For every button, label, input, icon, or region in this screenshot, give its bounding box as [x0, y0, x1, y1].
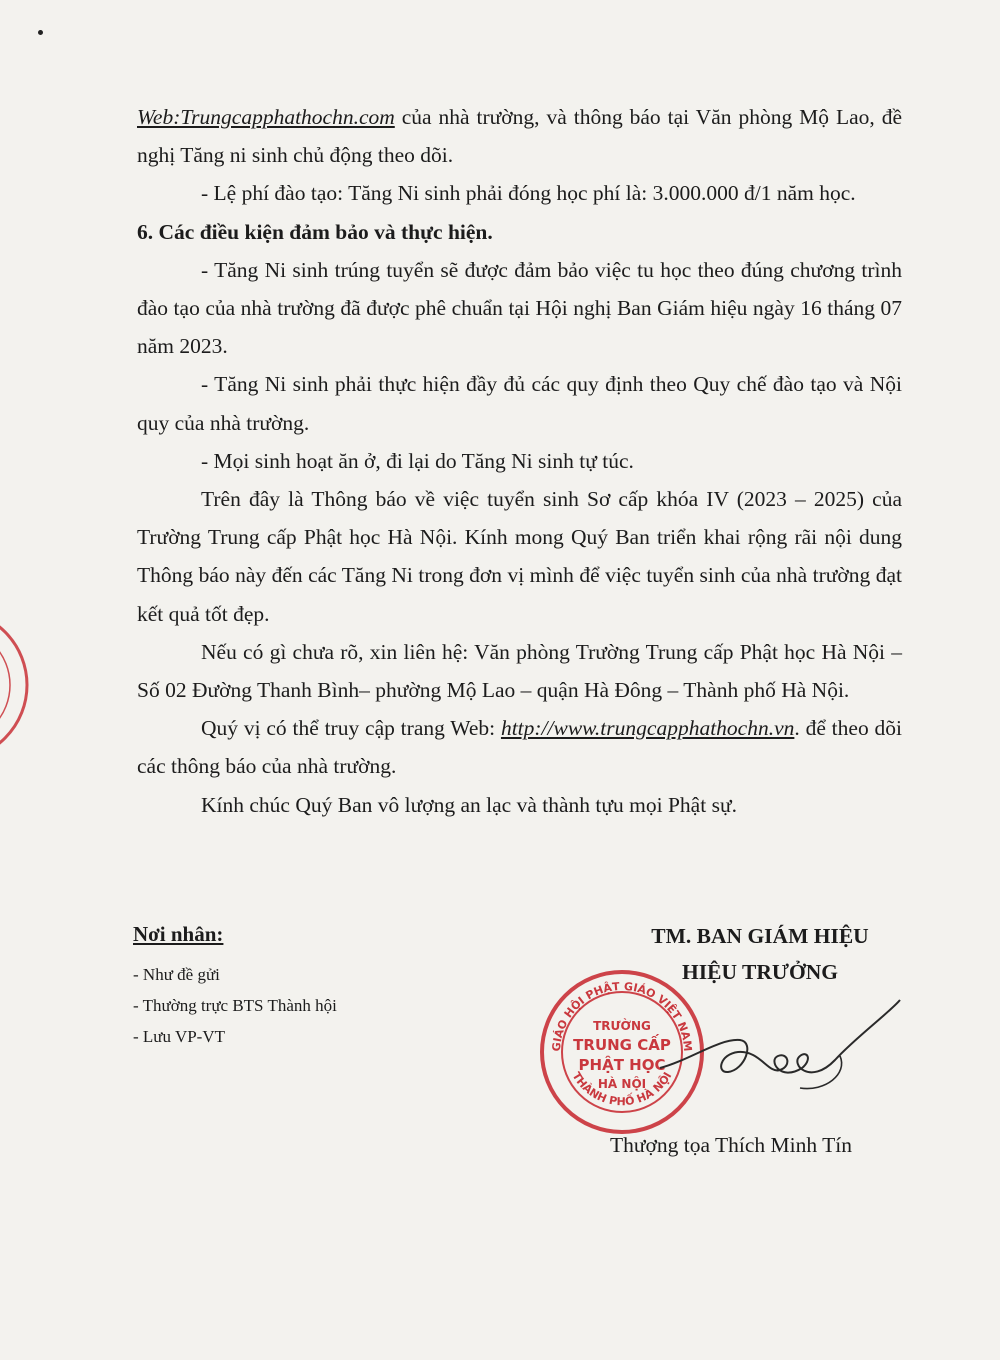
paragraph-website-text: của nhà trường, và thông báo tại Văn phòng Mộ Lao, đề nghị Tăng ni sinh chủ động theo dõi.	[137, 105, 902, 168]
svg-text:TRUNG CẤP: TRUNG CẤP	[573, 1036, 671, 1054]
paragraph-closing: Kính chúc Quý Ban vô lượng an lạc và thành tựu mọi Phật sự.	[201, 792, 737, 817]
document-body	[137, 98, 902, 824]
svg-text:PHẬT HỌC: PHẬT HỌC	[578, 1056, 666, 1074]
paragraph-web-post: . để theo dõi các thông báo của nhà trường.	[137, 716, 902, 779]
signer-name: Thượng tọa Thích Minh Tín	[610, 1133, 852, 1157]
section-6-heading: 6. Các điều kiện đảm bảo và thực hiện.	[137, 219, 493, 244]
paragraph-web	[137, 709, 902, 785]
svg-text:THÀNH PHỐ HÀ NỘI: THÀNH PHỐ HÀ NỘI	[569, 1069, 675, 1109]
recipient-item: - Như đề gửi	[133, 965, 220, 984]
recipients-block	[133, 922, 463, 1052]
signature-title-principal: HIỆU TRƯỞNG	[682, 960, 838, 984]
paragraph-condition-1: - Tăng Ni sinh trúng tuyển sẽ được đảm bảo việc tu học theo đúng chương trình đào tạo của nhà trường đã được phê chuẩn tại Hội nghị Ban Giám hiệu ngày 16 tháng 07 năm 2023.	[137, 257, 902, 359]
partial-seal-left	[0, 600, 32, 770]
recipients-title: Nơi nhân:	[133, 922, 224, 946]
svg-text:GIÁO HỘI PHẬT GIÁO VIỆT NAM: GIÁO HỘI PHẬT GIÁO VIỆT NAM	[549, 979, 695, 1052]
paragraph-condition-3: - Mọi sinh hoạt ăn ở, đi lại do Tăng Ni sinh tự túc.	[201, 448, 634, 473]
paragraph-web-pre: Quý vị có thể truy cập trang Web:	[201, 716, 501, 741]
svg-text:TRƯỜNG: TRƯỜNG	[593, 1019, 651, 1033]
paragraph-fee: - Lệ phí đào tạo: Tăng Ni sinh phải đóng học phí là: 3.000.000 đ/1 năm học.	[201, 181, 856, 206]
paragraph-website	[137, 98, 902, 174]
paragraph-condition-2: - Tăng Ni sinh phải thực hiện đầy đủ các quy định theo Quy chế đào tạo và Nội quy của nhà trường.	[137, 372, 902, 435]
signature-title-board: TM. BAN GIÁM HIỆU	[651, 924, 869, 948]
recipient-item: - Thường trực BTS Thành hội	[133, 996, 337, 1015]
website-link[interactable]: Web:Trungcapphathochn.com	[137, 105, 395, 129]
recipient-item: - Lưu VP-VT	[133, 1027, 226, 1046]
scan-dot	[38, 30, 43, 35]
paragraph-contact: Nếu có gì chưa rõ, xin liên hệ: Văn phòng Trường Trung cấp Phật học Hà Nội – Số 02 Đường Thanh Bình– phường Mộ Lao – quận Hà Đông – Thành phố Hà Nội.	[137, 639, 902, 703]
svg-text:HÀ NỘI: HÀ NỘI	[597, 1077, 647, 1091]
handwritten-signature	[650, 990, 910, 1110]
site-link[interactable]: http://www.trungcapphathochn.vn	[500, 716, 795, 741]
paragraph-summary: Trên đây là Thông báo về việc tuyển sinh Sơ cấp khóa IV (2023 – 2025) của Trường Trung cấp Phật học Hà Nội. Kính mong Quý Ban triển khai rộng rãi nội dung Thông báo này đến các Tăng Ni trong đơn vị mình để việc tuyển sinh của nhà trường đạt kết quả tốt đẹp.	[137, 487, 902, 626]
